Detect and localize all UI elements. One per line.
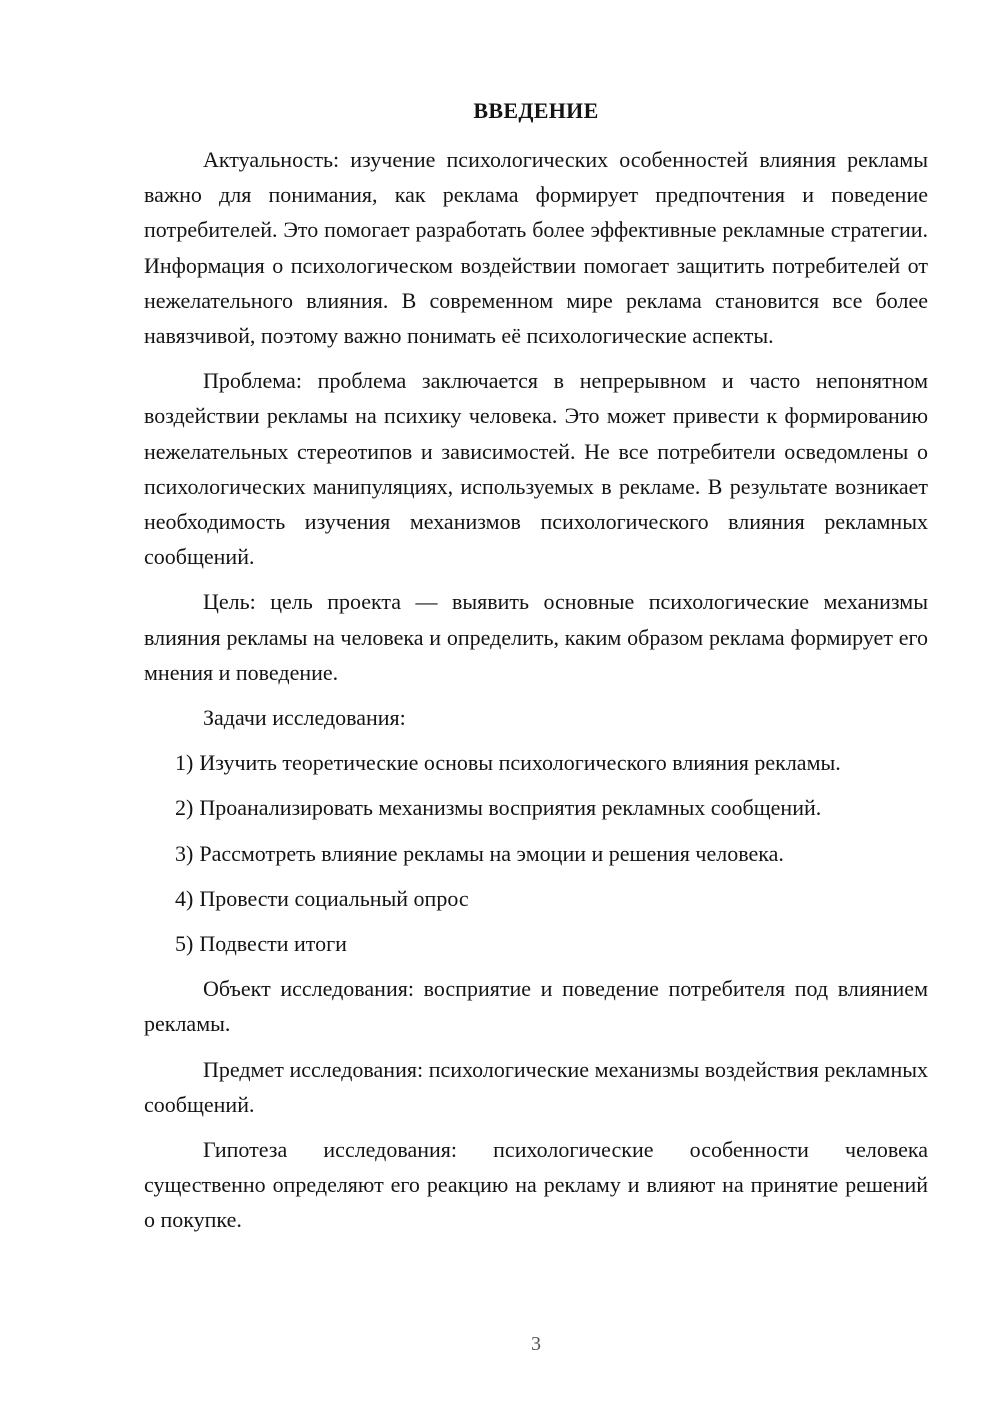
list-item-number: 5) [175, 931, 194, 957]
list-item-text: Провести социальный опрос [199, 885, 469, 911]
page-number: 3 [531, 1333, 541, 1355]
list-item [144, 790, 928, 825]
list-item-number: 4) [175, 885, 194, 911]
page-title: ВВЕДЕНИЕ [473, 98, 599, 123]
page-content [144, 96, 928, 1248]
paragraph-problem: Проблема: проблема заключается в непрерывном и часто непонятном воздействии рекламы на психику человека. Это может привести к формированию нежелательных стереотипов и зависимостей. Не все потребители осведомлены о психологических манипуляциях, используемых в рекламе. В результате возникает необходимость изучения механизмов психологического влияния рекламных сообщений. [144, 368, 928, 570]
list-item-number: 3) [175, 840, 194, 866]
paragraph-object: Объект исследования: восприятие и поведение потребителя под влиянием рекламы. [144, 976, 928, 1037]
paragraph-goal: Цель: цель проекта — выявить основные психологические механизмы влияния рекламы на человека и определить, каким образом реклама формирует его мнения и поведение. [144, 589, 928, 685]
list-item [144, 926, 928, 961]
list-item [144, 881, 928, 916]
list-item [144, 836, 928, 871]
list-item-text: Подвести итоги [199, 931, 347, 957]
list-item-number: 2) [175, 795, 194, 821]
paragraph-hypothesis: Гипотеза исследования: психологические особенности человека существенно определяют его реакцию на рекламу и влияют на принятие решений о покупке. [144, 1137, 928, 1233]
paragraph-relevance: Актуальность: изучение психологических особенностей влияния рекламы важно для понимания, как реклама формирует предпочтения и поведение потребителей. Это помогает разработать более эффективные рекламные стратегии. Информация о психологическом воздействии помогает защитить потребителей от нежелательного влияния. В современном мире реклама становится все более навязчивой, поэтому важно понимать её психологические аспекты. [144, 147, 928, 349]
list-item [144, 745, 928, 780]
list-item-number: 1) [175, 750, 194, 776]
list-item-text: Проанализировать механизмы восприятия рекламных сообщений. [199, 795, 822, 821]
paragraph-subject: Предмет исследования: психологические механизмы воздействия рекламных сообщений. [144, 1056, 928, 1117]
list-item-text: Изучить теоретические основы психологического влияния рекламы. [199, 750, 841, 776]
list-item-text: Рассмотреть влияние рекламы на эмоции и решения человека. [199, 840, 784, 866]
tasks-list [144, 745, 928, 961]
tasks-heading: Задачи исследования: [203, 705, 406, 731]
